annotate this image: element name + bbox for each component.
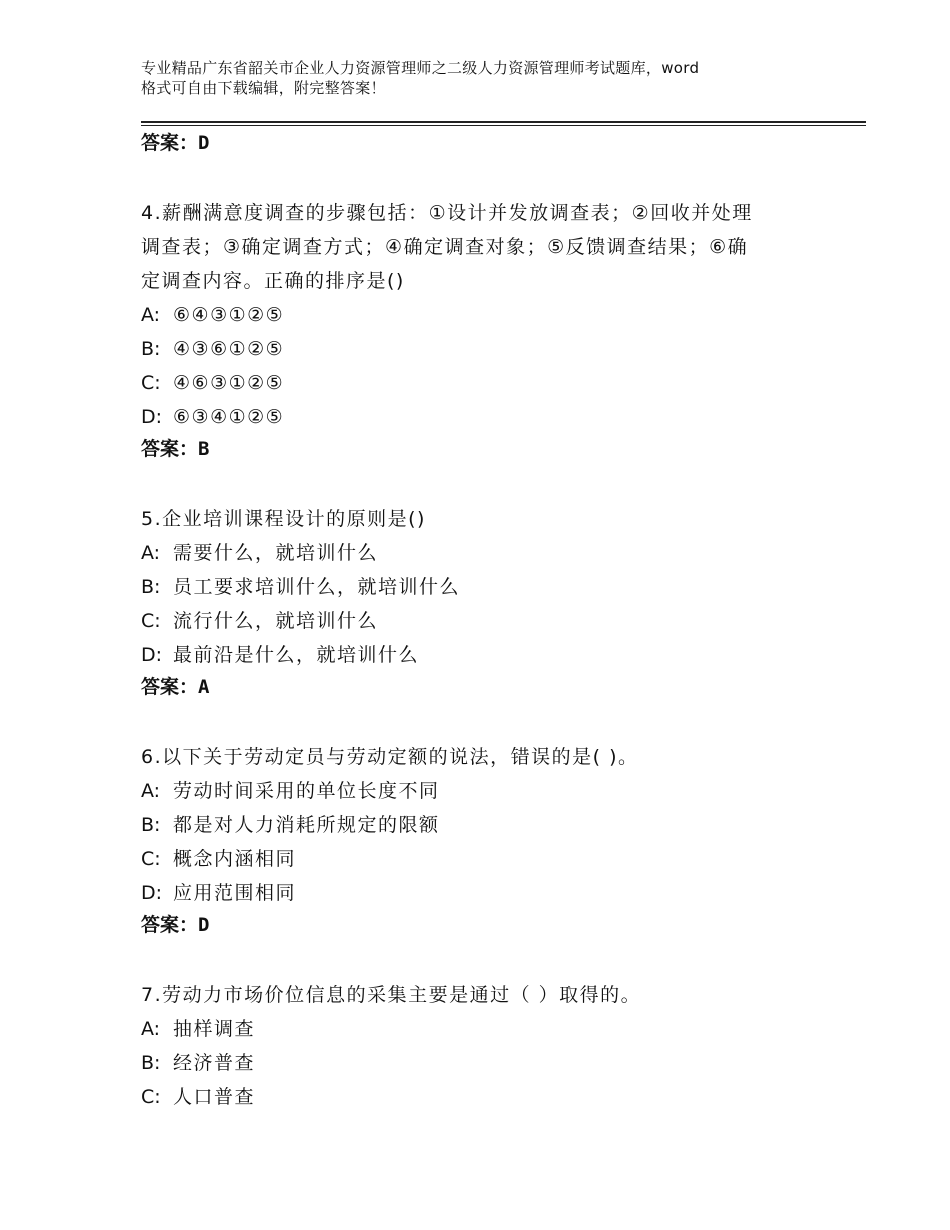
question-text-line: 调查表；③确定调查方式；④确定调查对象；⑤反馈调查结果；⑥确 bbox=[141, 236, 749, 258]
option-d bbox=[141, 876, 841, 910]
option-key: D: bbox=[141, 882, 163, 904]
answer-label: 答案： bbox=[141, 438, 199, 460]
option-c bbox=[141, 1080, 841, 1114]
option-key: C: bbox=[141, 848, 161, 870]
option-key: C: bbox=[141, 372, 161, 394]
option-key: A: bbox=[141, 542, 161, 564]
option-a bbox=[141, 774, 841, 808]
question-text-line: 6.以下关于劳动定员与劳动定额的说法，错误的是( )。 bbox=[141, 746, 639, 768]
spacer bbox=[141, 468, 841, 502]
option-key: A: bbox=[141, 780, 161, 802]
question-block bbox=[141, 196, 841, 468]
option-key: C: bbox=[141, 1086, 161, 1108]
question-block bbox=[141, 978, 841, 1114]
option-text: ⑥④③①②⑤ bbox=[173, 304, 285, 326]
option-text: 劳动时间采用的单位长度不同 bbox=[173, 780, 440, 802]
spacer bbox=[141, 162, 841, 196]
question-block bbox=[141, 502, 841, 706]
question-text-line: 7.劳动力市场价位信息的采集主要是通过（ ）取得的。 bbox=[141, 984, 642, 1006]
question-text-line: 定调查内容。正确的排序是() bbox=[141, 270, 405, 292]
question-stem bbox=[141, 978, 841, 1012]
header-title-line-1: 专业精品广东省韶关市企业人力资源管理师之二级人力资源管理师考试题库，word bbox=[141, 59, 700, 77]
question-stem bbox=[141, 740, 841, 774]
answer-value: D bbox=[198, 132, 210, 154]
option-text: 最前沿是什么，就培训什么 bbox=[173, 644, 420, 666]
spacer bbox=[141, 706, 841, 740]
option-text: ④③⑥①②⑤ bbox=[173, 338, 285, 360]
option-text: 都是对人力消耗所规定的限额 bbox=[173, 814, 440, 836]
answer-line bbox=[141, 128, 841, 162]
option-key: B: bbox=[141, 1052, 161, 1074]
answer-label: 答案： bbox=[141, 132, 199, 154]
answer-value: D bbox=[198, 914, 210, 936]
answer-line bbox=[141, 434, 841, 468]
option-a bbox=[141, 298, 841, 332]
option-text: 需要什么，就培训什么 bbox=[173, 542, 379, 564]
header-divider-thick bbox=[141, 121, 866, 123]
option-d bbox=[141, 400, 841, 434]
answer-line bbox=[141, 672, 841, 706]
option-c bbox=[141, 366, 841, 400]
answer-value: A bbox=[198, 676, 210, 698]
option-b bbox=[141, 1046, 841, 1080]
option-text: 员工要求培训什么，就培训什么 bbox=[173, 576, 461, 598]
question-text-line: 5.企业培训课程设计的原则是() bbox=[141, 508, 426, 530]
answer-label: 答案： bbox=[141, 676, 199, 698]
option-text: 概念内涵相同 bbox=[173, 848, 297, 870]
option-text: 抽样调查 bbox=[173, 1018, 256, 1040]
option-d bbox=[141, 638, 841, 672]
option-text: 人口普查 bbox=[173, 1086, 256, 1108]
option-key: B: bbox=[141, 576, 161, 598]
option-b bbox=[141, 808, 841, 842]
option-text: 应用范围相同 bbox=[173, 882, 297, 904]
answer-label: 答案： bbox=[141, 914, 199, 936]
option-c bbox=[141, 604, 841, 638]
option-key: B: bbox=[141, 814, 161, 836]
answer-line bbox=[141, 910, 841, 944]
option-a bbox=[141, 536, 841, 570]
option-text: 流行什么，就培训什么 bbox=[173, 610, 379, 632]
question-list bbox=[141, 128, 841, 1114]
option-key: A: bbox=[141, 304, 161, 326]
answer-value: B bbox=[198, 438, 210, 460]
header-divider-thin bbox=[141, 125, 866, 126]
option-key: D: bbox=[141, 406, 163, 428]
option-c bbox=[141, 842, 841, 876]
option-b bbox=[141, 570, 841, 604]
option-a bbox=[141, 1012, 841, 1046]
option-key: C: bbox=[141, 610, 161, 632]
option-b bbox=[141, 332, 841, 366]
question-block bbox=[141, 740, 841, 944]
question-text-line: 4.薪酬满意度调查的步骤包括：①设计并发放调查表；②回收并处理 bbox=[141, 202, 753, 224]
option-text: 经济普查 bbox=[173, 1052, 256, 1074]
page-header bbox=[141, 58, 831, 98]
question-stem bbox=[141, 196, 841, 298]
option-text: ④⑥③①②⑤ bbox=[173, 372, 285, 394]
option-key: B: bbox=[141, 338, 161, 360]
option-key: A: bbox=[141, 1018, 161, 1040]
header-title-line-2: 格式可自由下载编辑，附完整答案！ bbox=[141, 79, 386, 97]
option-text: ⑥③④①②⑤ bbox=[173, 406, 285, 428]
question-stem bbox=[141, 502, 841, 536]
option-key: D: bbox=[141, 644, 163, 666]
spacer bbox=[141, 944, 841, 978]
